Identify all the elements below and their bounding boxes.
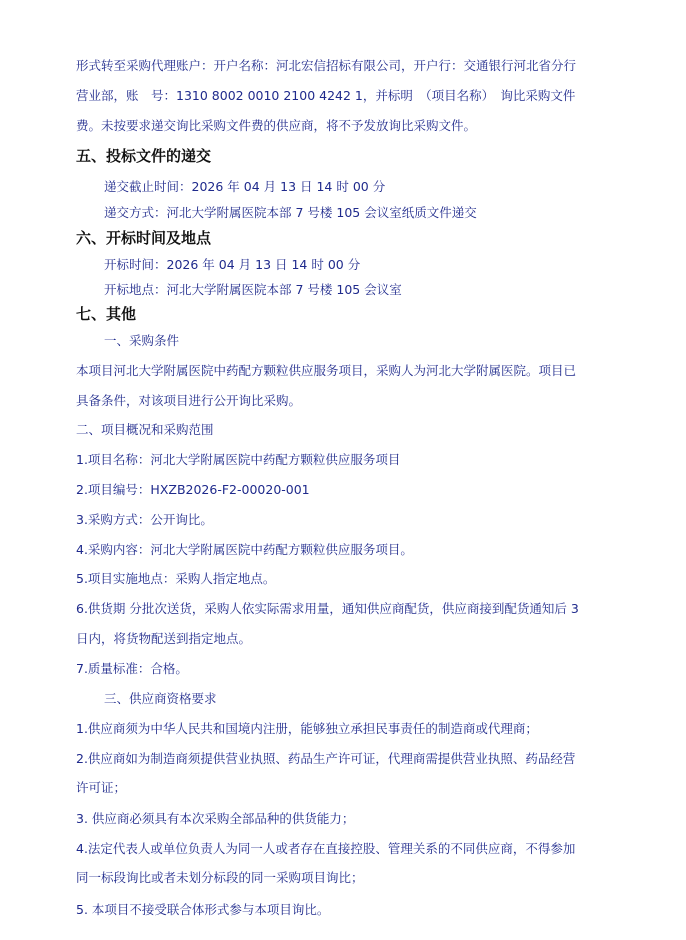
delivery-period-line-2: 日内，将货物配送到指定地点。 [76,631,252,646]
requirement-3: 3. 供应商必须具有本次采购全部品种的供货能力； [76,811,355,826]
delivery-period-line-1: 6.供货期 分批次送货，采购人依实际需求用量，通知供应商配货，供应商接到配货通知后 3 [76,601,579,616]
implementation-site: 5.项目实施地点：采购人指定地点。 [76,571,276,586]
payment-info-line-2: 营业部，账 号：1310 8002 0010 2100 4242 1，并标明 （项目名称） 询比采购文件 [76,88,576,103]
section-heading-6: 六、开标时间及地点 [76,229,212,247]
quality-standard: 7.质量标准：合格。 [76,661,188,676]
section-heading-5: 五、投标文件的递交 [76,147,212,165]
opening-place: 开标地点：河北大学附属医院本部 7 号楼 105 会议室 [104,282,402,297]
section-heading-7: 七、其他 [76,305,137,323]
submission-deadline: 递交截止时间：2026 年 04 月 13 日 14 时 00 分 [104,179,386,194]
procurement-content: 4.采购内容：河北大学附属医院中药配方颗粒供应服务项目。 [76,542,413,557]
requirement-1: 1.供应商须为中华人民共和国境内注册，能够独立承担民事责任的制造商或代理商； [76,721,538,736]
requirement-2-line-1: 2.供应商如为制造商须提供营业执照、药品生产许可证，代理商需提供营业执照、药品经营 [76,751,576,766]
opening-time: 开标时间：2026 年 04 月 13 日 14 时 00 分 [104,257,361,272]
conditions-line-1: 本项目河北大学附属医院中药配方颗粒供应服务项目，采购人为河北大学附属医院。项目已 [76,363,577,378]
requirement-5: 5. 本项目不接受联合体形式参与本项目询比。 [76,902,330,917]
subsection-heading-2: 二、项目概况和采购范围 [76,422,214,437]
procurement-method: 3.采购方式：公开询比。 [76,512,213,527]
conditions-line-2: 具备条件，对该项目进行公开询比采购。 [76,393,302,408]
requirement-4-line-2: 同一标段询比或者未划分标段的同一采购项目询比； [76,870,364,885]
subsection-heading-1: 一、采购条件 [104,333,180,348]
subsection-heading-3: 三、供应商资格要求 [104,691,217,706]
project-name: 1.项目名称：河北大学附属医院中药配方颗粒供应服务项目 [76,452,401,467]
project-number: 2.项目编号：HXZB2026-F2-00020-001 [76,482,310,497]
payment-info-line-3: 费。未按要求递交询比采购文件费的供应商，将不予发放询比采购文件。 [76,118,477,133]
payment-info-line-1: 形式转至采购代理账户：开户名称：河北宏信招标有限公司，开户行：交通银行河北省分行 [76,58,577,73]
submission-method: 递交方式：河北大学附属医院本部 7 号楼 105 会议室纸质文件递交 [104,205,477,220]
requirement-2-line-2: 许可证； [76,780,127,795]
requirement-4-line-1: 4.法定代表人或单位负责人为同一人或者存在直接控股、管理关系的不同供应商，不得参加 [76,841,576,856]
